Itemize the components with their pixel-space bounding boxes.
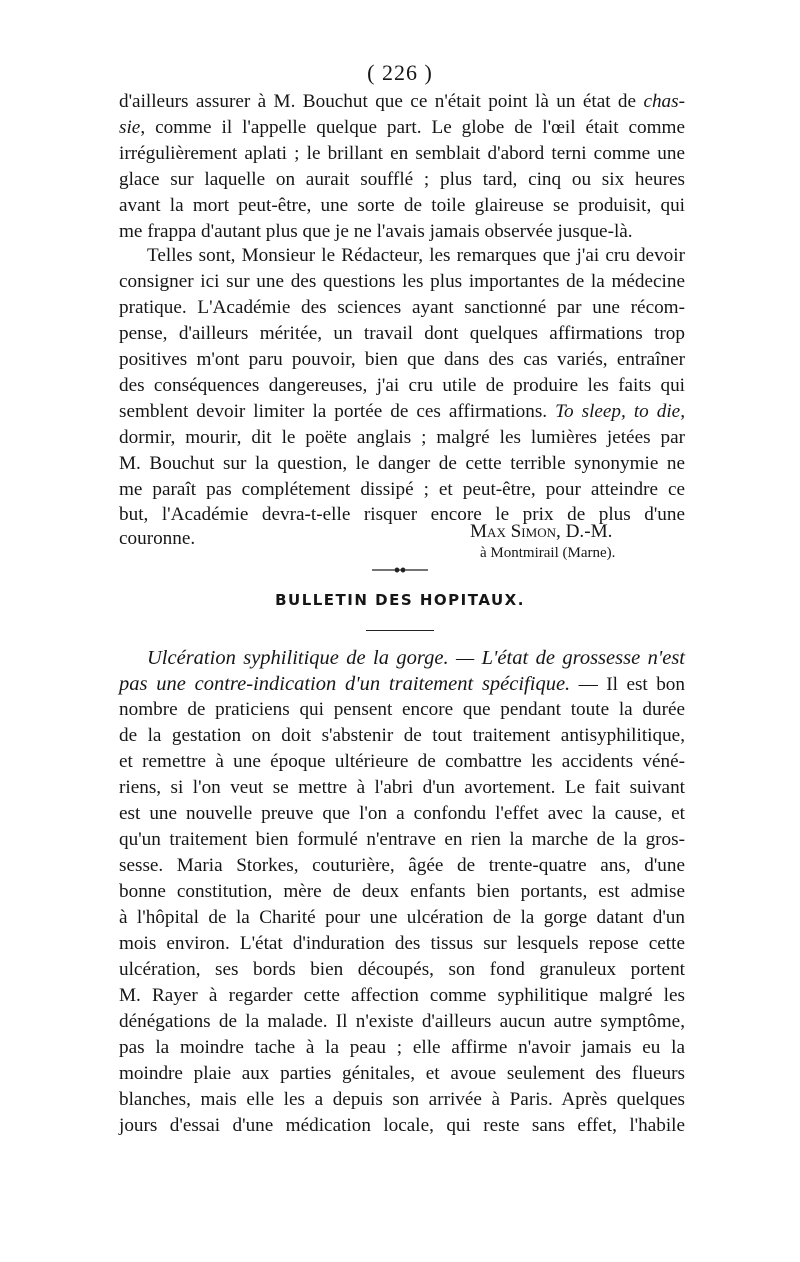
text-line: avant la mort peut-être, une sorte de toile glaireuse se produisit, qui <box>119 195 685 216</box>
text-line: sesse. Maria Storkes, couturière, âgée de trente-quatre ans, d'une <box>119 855 685 876</box>
text-line: M. Rayer à regarder cette affection comme syphilitique malgré les <box>119 985 685 1006</box>
text-line: et remettre à une époque ultérieure de combattre les accidents véné- <box>119 751 685 772</box>
text-line: me paraît pas complétement dissipé ; et peut-être, pour atteindre ce <box>119 479 685 500</box>
text-line: pas la moindre tache à la peau ; elle affirme n'avoir jamais eu la <box>119 1037 685 1058</box>
text-line: bonne constitution, mère de deux enfants bien portants, est admise <box>119 881 685 902</box>
text-line: nombre de praticiens qui pensent encore que pendant toute la durée <box>119 699 685 720</box>
text-line: est une nouvelle preuve que l'on a confondu l'effet avec la cause, et <box>119 803 685 824</box>
text-line: des conséquences dangereuses, j'ai cru utile de produire les faits qui <box>119 375 685 396</box>
heading-rule <box>366 630 434 631</box>
author-signature: Max Simon, D.-M. <box>470 521 613 542</box>
text-line: positives m'ont paru pouvoir, bien que dans des cas variés, entraîner <box>119 349 685 370</box>
text-line: dormir, mourir, dit le poëte anglais ; malgré les lumières jetées par <box>119 427 685 448</box>
text-line: de la gestation on doit s'abstenir de tout traitement antisyphilitique, <box>119 725 685 746</box>
bulletin-title: Ulcération syphilitique de la gorge. — L'état de grossesse n'est <box>147 647 685 669</box>
text-line: d'ailleurs assurer à M. Bouchut que ce n'était point là un état de chas- <box>119 91 685 112</box>
text-line: but, l'Académie devra-t-elle risquer encore le prix de plus d'une <box>119 504 685 525</box>
text-line: mois environ. L'état d'induration des tissus sur lesquels repose cette <box>119 933 685 954</box>
text-line: pense, d'ailleurs méritée, un travail dont quelques affirmations trop <box>119 323 685 344</box>
text-line: M. Bouchut sur la question, le danger de cette terrible synonymie ne <box>119 453 685 474</box>
text-line: Telles sont, Monsieur le Rédacteur, les remarques que j'ai cru devoir <box>147 245 685 266</box>
text-line: irrégulièrement aplati ; le brillant en semblait d'abord terni comme une <box>119 143 685 164</box>
author-location: à Montmirail (Marne). <box>480 545 616 561</box>
text-line: consigner ici sur une des questions les plus importantes de la médecine <box>119 271 685 292</box>
ornament-divider-icon <box>370 563 430 577</box>
text-line: sie, comme il l'appelle quelque part. Le globe de l'œil était comme <box>119 117 685 138</box>
text-line: à l'hôpital de la Charité pour une ulcération de la gorge datant d'un <box>119 907 685 928</box>
text-line: riens, si l'on veut se mettre à l'abri d'un avortement. Le fait suivant <box>119 777 685 798</box>
text-line: qu'un traitement bien formulé n'entrave en rien la marche de la gros- <box>119 829 685 850</box>
page-number: ( 226 ) <box>367 60 433 85</box>
text-line: couronne. <box>119 528 196 549</box>
text-line: semblent devoir limiter la portée de ces affirmations. To sleep, to die, <box>119 401 685 422</box>
text-line: me frappa d'autant plus que je ne l'avais jamais observée jusque-là. <box>119 221 633 242</box>
text-line: pas une contre-indication d'un traitement spécifique. — Il est bon <box>119 673 685 695</box>
text-line: ulcération, ses bords bien découpés, son fond granuleux portent <box>119 959 685 980</box>
text-line: pratique. L'Académie des sciences ayant sanctionné par une récom- <box>119 297 685 318</box>
text-line: glace sur laquelle on aurait soufflé ; plus tard, cinq ou six heures <box>119 169 685 190</box>
section-heading: BULLETIN DES HOPITAUX. <box>275 591 525 609</box>
text-line: moindre plaie aux parties génitales, et avoue seulement des flueurs <box>119 1063 685 1084</box>
text-line: blanches, mais elle les a depuis son arrivée à Paris. Après quelques <box>119 1089 685 1110</box>
text-line: dénégations de la malade. Il n'existe d'ailleurs aucun autre symptôme, <box>119 1011 685 1032</box>
text-line: jours d'essai d'une médication locale, qui reste sans effet, l'habile <box>119 1115 685 1136</box>
